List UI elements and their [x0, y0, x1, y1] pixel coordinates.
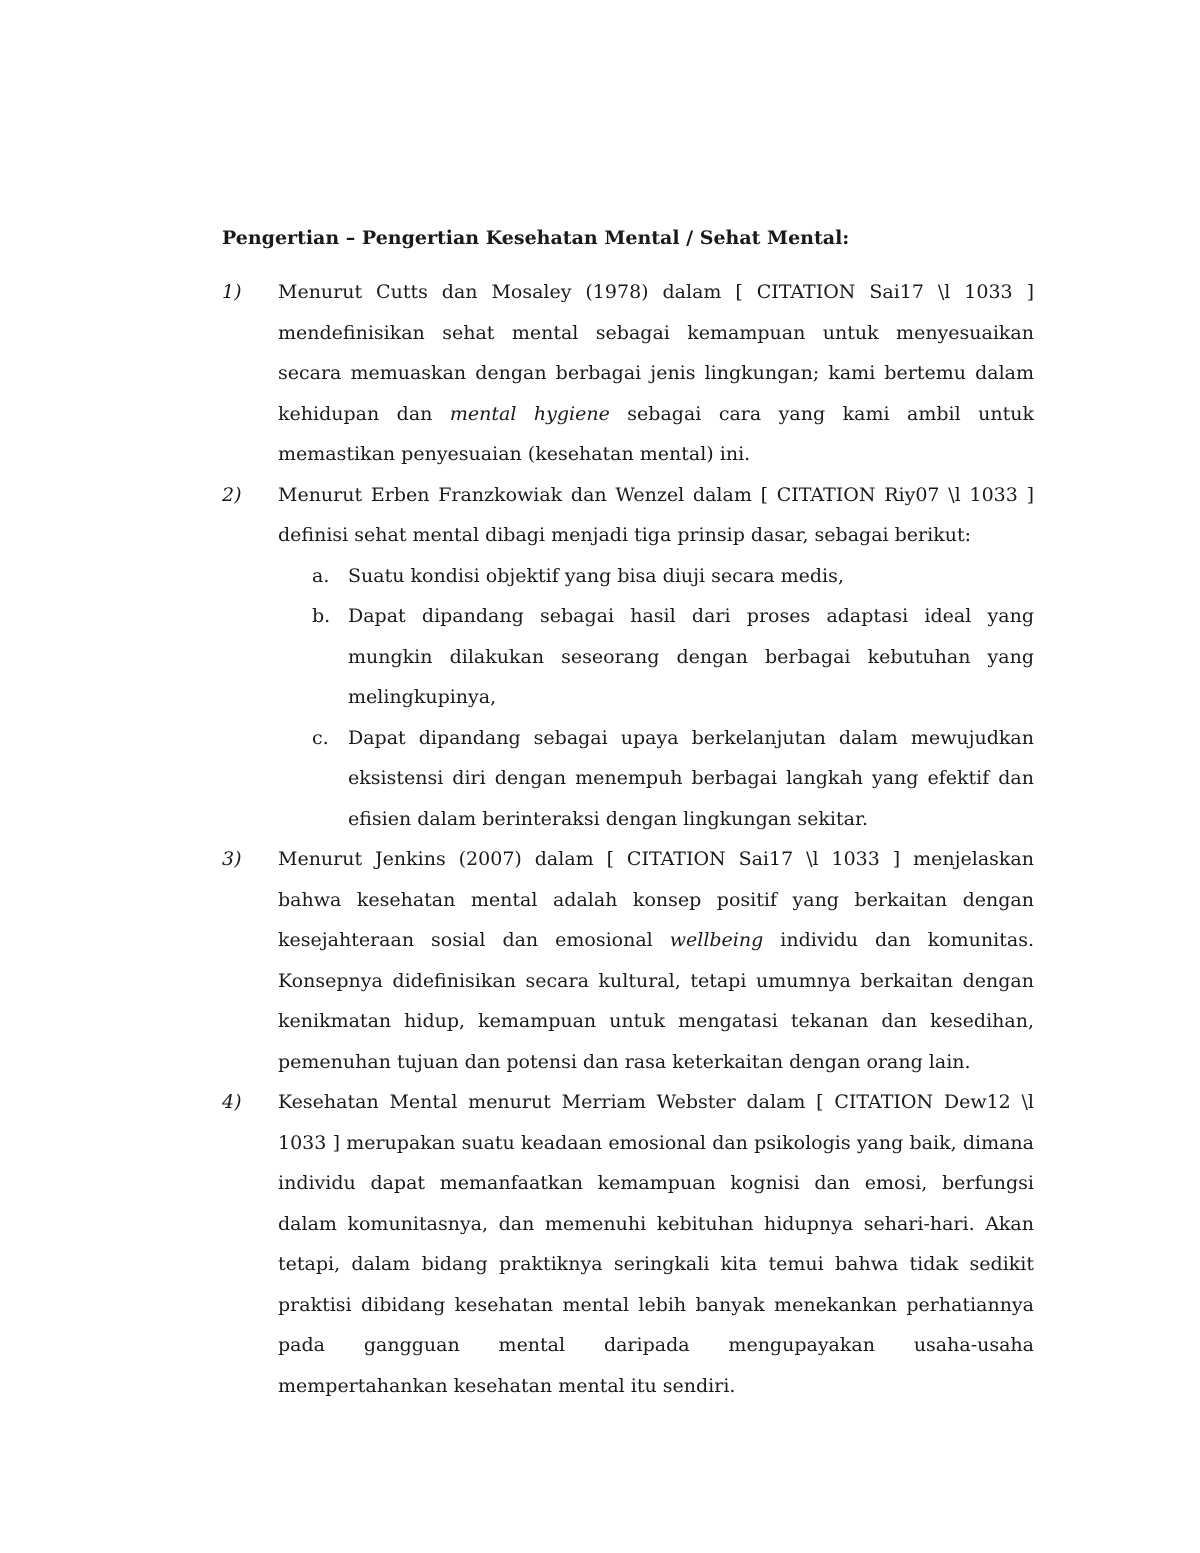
- sub-letter: c.: [312, 726, 329, 749]
- document-body: [222, 218, 1034, 1406]
- sub-item-text: Suatu kondisi objektif yang bisa diuji secara medis,: [348, 564, 844, 587]
- list-item-text: Kesehatan Mental menurut Merriam Webster dalam [ CITATION Dew12 \l 1033 ] merupakan suatu keadaan emosional dan psikologis yang baik, dimana individu dapat memanfaatkan kemampuan kognisi dan emosi, berfungsi dalam komunitasnya, dan memenuhi kebituhan hidupnya sehari-hari. Akan tetapi, dalam bidang praktiknya seringkali kita temui bahwa tidak sedikit praktisi dibidang kesehatan mental lebih banyak menekankan perhatiannya pada gangguan mental daripada mengupayakan usaha-usaha mempertahankan kesehatan mental itu sendiri.: [278, 1091, 1034, 1397]
- page-title: Pengertian – Pengertian Kesehatan Mental / Sehat Mental:: [222, 227, 850, 249]
- sub-item-text: Dapat dipandang sebagai upaya berkelanjutan dalam mewujudkan eksistensi diri dengan menempuh berbagai langkah yang efektif dan efisien dalam berinteraksi dengan lingkungan sekitar.: [348, 726, 1034, 830]
- italic-term: mental hygiene: [449, 402, 610, 425]
- list-item-3: [222, 839, 1034, 1082]
- list-number: 3): [222, 848, 242, 870]
- list-number: 1): [222, 281, 242, 303]
- sub-letter: b.: [312, 605, 331, 627]
- italic-term: wellbeing: [669, 929, 764, 951]
- text-segment: Menurut Cutts dan Mosaley (1978) dalam [ CITATION Sai17 \l 1033 ] mendefinisikan sehat mental sebagai kemampuan untuk menyesuaikan secara memuaskan dengan berbagai jenis lingkungan; kami bertemu dalam kehidupan dan: [278, 281, 1034, 425]
- list-number: 4): [222, 1091, 242, 1113]
- list-item-text: [278, 272, 1034, 475]
- list-item-1: [222, 272, 1034, 475]
- text-segment: Menurut Jenkins (2007) dalam [ CITATION Sai17 \l 1033 ] menjelaskan bahwa kesehatan mental adalah konsep positif yang berkaitan dengan kesejahteraan sosial dan emosional: [278, 848, 1034, 951]
- text-segment: individu dan komunitas. Konsepnya didefinisikan secara kultural, tetapi umumnya berkaitan dengan kenikmatan hidup, kemampuan untuk mengatasi tekanan dan kesedihan, pemenuhan tujuan dan potensi dan rasa keterkaitan dengan orang lain.: [278, 929, 1034, 1073]
- list-item-4: [222, 1082, 1034, 1406]
- sub-item-b: [222, 596, 1034, 718]
- sub-item-text: Dapat dipandang sebagai hasil dari proses adaptasi ideal yang mungkin dilakukan seseorang dengan berbagai kebutuhan yang melingkupinya,: [348, 605, 1034, 708]
- sub-letter: a.: [312, 564, 330, 587]
- sub-item-c: [222, 718, 1034, 840]
- sub-item-a: [222, 556, 1034, 597]
- list-item-2: [222, 475, 1034, 556]
- list-number: 2): [222, 483, 242, 506]
- list-item-text: [278, 839, 1034, 1082]
- list-item-text: Menurut Erben Franzkowiak dan Wenzel dalam [ CITATION Riy07 \l 1033 ] definisi sehat mental dibagi menjadi tiga prinsip dasar, sebagai berikut:: [278, 483, 1034, 546]
- text-segment: sebagai cara yang kami ambil untuk memastikan penyesuaian (kesehatan mental) ini.: [278, 402, 1034, 465]
